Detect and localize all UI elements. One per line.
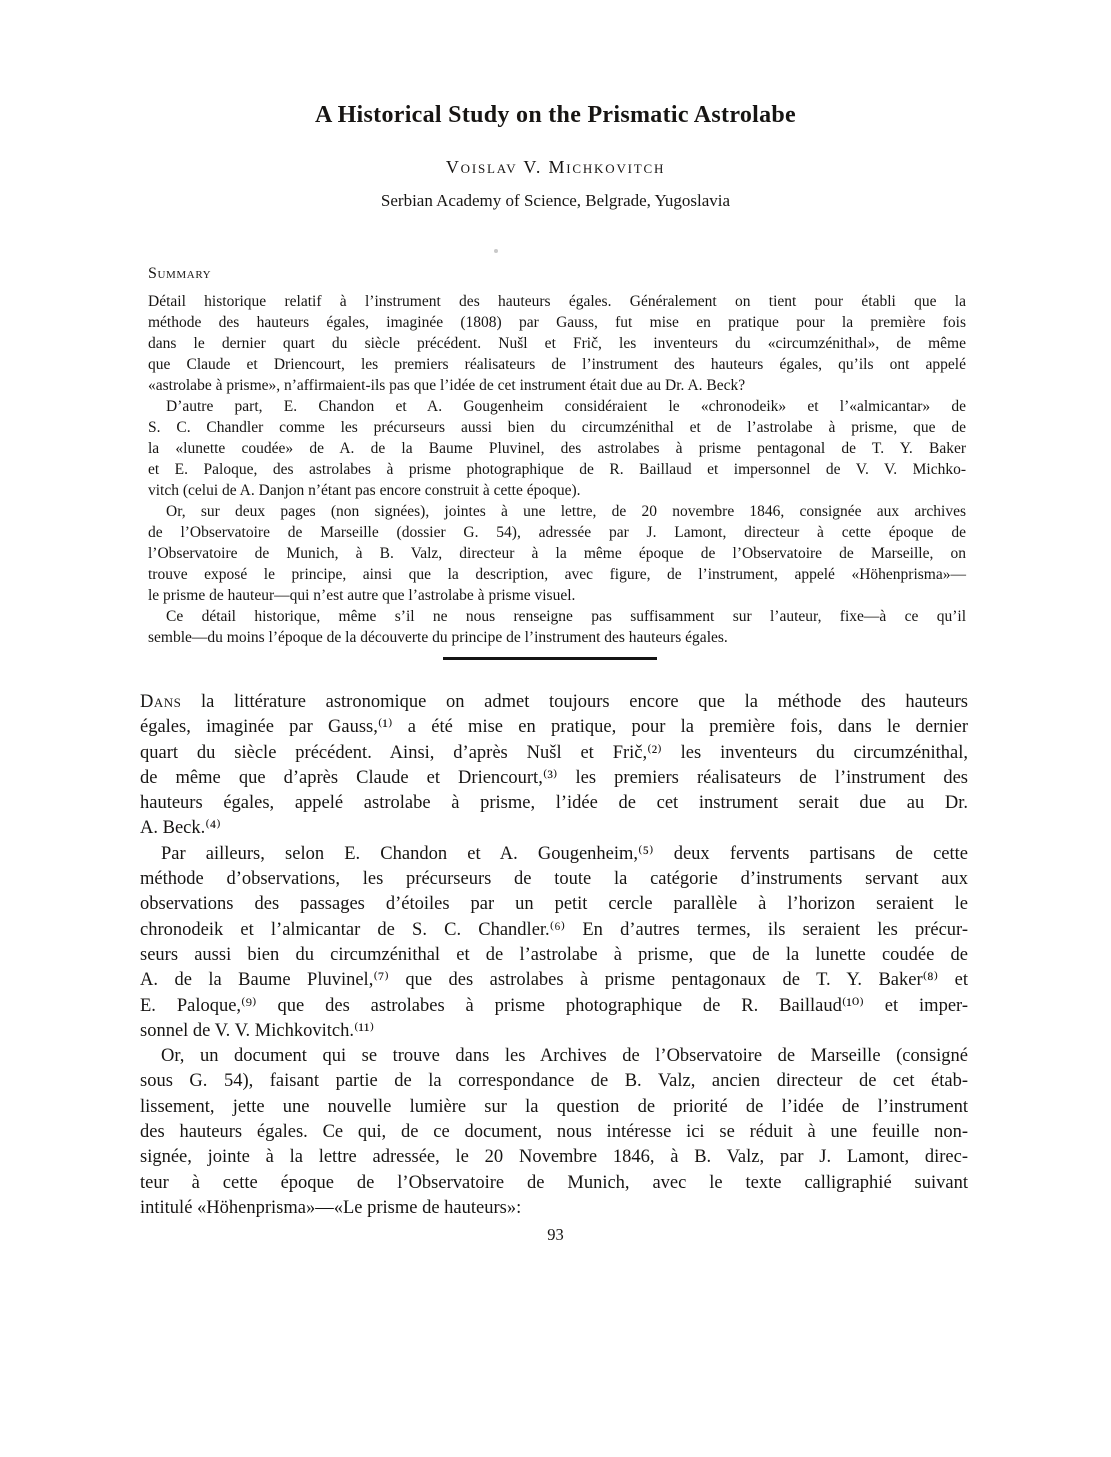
summary-paragraph-2 <box>148 396 966 501</box>
body-line: teur à cette époque de l’Observatoire de Munich, avec le texte calligraphié suivant <box>140 1172 968 1193</box>
section-divider-rule <box>443 657 657 660</box>
author-name: Voislav V. Michkovitch <box>445 157 666 177</box>
body-line: E. Paloque,⁽⁹⁾ que des astrolabes à prisme photographique de R. Baillaud⁽¹⁰⁾ et imper- <box>140 995 968 1016</box>
body-line: sous G. 54), faisant partie de la correspondance de B. Valz, ancien directeur de cet étab- <box>140 1071 968 1092</box>
summary-line: le prisme de hauteur—qui n’est autre que l’astrolabe à prisme visuel. <box>148 587 576 604</box>
body-paragraph-3 <box>140 1044 968 1221</box>
body-line: lissement, jette une nouvelle lumière sur la question de priorité de l’idée de l’instrument <box>140 1096 968 1117</box>
body-line: Or, un document qui se trouve dans les Archives de l’Observatoire de Marseille (consigné <box>161 1046 968 1067</box>
summary-line: méthode des hauteurs égales, imaginée (1808) par Gauss, fut mise en pratique pour la première fois <box>148 314 966 331</box>
body-paragraph-1 <box>140 690 968 842</box>
summary-line: trouve exposé le principe, ainsi que la description, avec figure, de l’instrument, appelé «Höhenprisma»— <box>148 566 966 583</box>
body-line: hauteurs égales, appelé astrolabe à prisme, l’idée de cet instrument serait due au Dr. <box>140 793 968 814</box>
body-line: méthode d’observations, les précurseurs de toute la catégorie d’instruments servant aux <box>140 869 968 890</box>
body-line: égales, imaginée par Gauss,⁽¹⁾ a été mise en pratique, pour la première fois, dans le dernier <box>140 717 968 738</box>
body-line: intitulé «Höhenprisma»—«Le prisme de hauteurs»: <box>140 1197 522 1218</box>
body-line: observations des passages d’étoiles par un petit cercle parallèle à l’horizon seraient le <box>140 894 968 915</box>
summary-line: l’Observatoire de Munich, à B. Valz, directeur à la même époque de l’Observatoire de Marseille, on <box>148 545 966 562</box>
page-number: 93 <box>547 1225 564 1245</box>
body-line: sonnel de V. V. Michkovitch.⁽¹¹⁾ <box>140 1020 375 1041</box>
summary-heading: Summary <box>148 265 212 282</box>
summary-line: la «lunette coudée» de A. de la Baume Pluvinel, des astrolabes à prisme pentagonal de T. Y. Baker <box>148 440 966 457</box>
summary-line: de l’Observatoire de Marseille (dossier G. 54), adressée par J. Lamont, directeur à cette époque de <box>148 524 966 541</box>
body-line: quart du siècle précédent. Ainsi, d’après Nušl et Frič,⁽²⁾ les inventeurs du circumzénithal, <box>140 742 968 763</box>
body-line-text: la littérature astronomique on admet toujours encore que la méthode des hauteurs <box>181 692 968 712</box>
summary-line: S. C. Chandler comme les précurseurs aussi bien du circumzénithal et de l’astrolabe à prisme, que de <box>148 419 966 436</box>
summary-section <box>148 264 966 648</box>
summary-line: semble—du moins l’époque de la découverte du principe de l’instrument des hauteurs égales. <box>148 629 728 646</box>
summary-line: dans le dernier quart du siècle précédent. Nušl et Frič, les inventeurs du «circumzénithal», de même <box>148 335 966 352</box>
body-line: de même que d’après Claude et Driencourt,⁽³⁾ les premiers réalisateurs de l’instrument des <box>140 767 968 788</box>
summary-line: Détail historique relatif à l’instrument des hauteurs égales. Généralement on tient pour établi que la <box>148 293 966 310</box>
summary-line: «astrolabe à prisme», n’affirmaient-ils pas que l’idée de cet instrument était due au Dr. A. Beck? <box>148 377 746 394</box>
paper-title: A Historical Study on the Prismatic Astrolabe <box>314 102 797 128</box>
body-line: seurs aussi bien du circumzénithal et de l’astrolabe à prisme, que de la lunette coudée de <box>140 944 968 965</box>
body-line: signée, jointe à la lettre adressée, le 20 Novembre 1846, à B. Valz, par J. Lamont, direc- <box>140 1147 968 1168</box>
summary-line: que Claude et Driencourt, les premiers réalisateurs de l’instrument des hauteurs égales, qu’ils ont appelé <box>148 356 966 373</box>
scan-artifact-dot <box>494 249 498 253</box>
summary-line: et E. Paloque, des astrolabes à prisme photographique de R. Baillaud et impersonnel de V. V. Michko- <box>148 461 966 478</box>
body-line: des hauteurs égales. Ce qui, de ce document, nous intéresse ici se réduit à une feuille non- <box>140 1122 968 1143</box>
body-line: A. Beck.⁽⁴⁾ <box>140 818 221 839</box>
lead-word: Dans <box>140 692 182 712</box>
body-section <box>140 690 968 1221</box>
body-paragraph-2 <box>140 842 968 1044</box>
summary-line: D’autre part, E. Chandon et A. Gougenheim considéraient le «chronodeik» et l’«almicantar» de <box>166 398 966 415</box>
summary-line: vitch (celui de A. Danjon n’étant pas encore construit à cette époque). <box>148 482 581 499</box>
body-line: A. de la Baume Pluvinel,⁽⁷⁾ que des astrolabes à prisme pentagonaux de T. Y. Baker⁽⁸⁾ et <box>140 970 968 991</box>
summary-line: Ce détail historique, même s’il ne nous renseigne pas suffisamment sur l’auteur, fixe—à ce qu’il <box>166 608 966 625</box>
summary-paragraph-4 <box>148 606 966 648</box>
body-line: chronodeik et l’almicantar de S. C. Chandler.⁽⁶⁾ En d’autres termes, ils seraient les précur- <box>140 919 968 940</box>
body-line <box>140 690 968 715</box>
summary-paragraph-3 <box>148 501 966 606</box>
summary-line: Or, sur deux pages (non signées), jointes à une lettre, de 20 novembre 1846, consignée aux archives <box>166 503 966 520</box>
body-line: Par ailleurs, selon E. Chandon et A. Gougenheim,⁽⁵⁾ deux fervents partisans de cette <box>161 843 968 864</box>
author-affiliation: Serbian Academy of Science, Belgrade, Yugoslavia <box>380 191 731 210</box>
summary-paragraph-1 <box>148 291 966 396</box>
